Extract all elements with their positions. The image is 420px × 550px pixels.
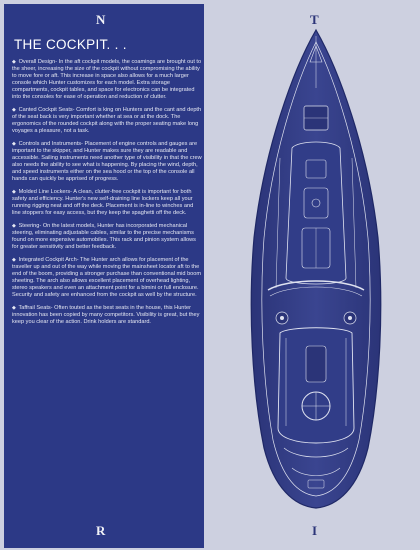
- text-panel: [4, 4, 204, 548]
- feature-paragraph: [12, 305, 203, 326]
- feature-heading: Steering-: [18, 223, 42, 230]
- diamond-bullet-icon: ◆: [12, 141, 16, 148]
- compass-letter-n: N: [96, 12, 106, 27]
- sailboat-deck-plan-illustration: [218, 28, 414, 518]
- compass-letter-i: I: [312, 523, 318, 538]
- cockpit-well: [278, 328, 354, 443]
- feature-paragraph: [12, 257, 203, 299]
- feature-heading: Taffrail Seats-: [18, 305, 53, 312]
- feature-paragraph: [12, 141, 203, 183]
- feature-heading: Molded Line Lockers-: [18, 189, 73, 196]
- feature-paragraph: [12, 223, 203, 251]
- feature-text: Placement of engine controls and gauges are important to the skipper, and Hunter makes sure they are readable and accessible. Sailing instruments need another type of visibility in that the crew also needs the ability to see what is happening. By placing the wind, depth, and speed instruments either on the sea hood or the top of the console all hands can quickly be apprised of progress.: [12, 141, 202, 183]
- feature-heading: Controls and Instruments-: [18, 141, 83, 148]
- diamond-bullet-icon: ◆: [12, 59, 16, 65]
- diamond-bullet-icon: ◆: [12, 223, 16, 230]
- compass-letter-r: R: [96, 523, 106, 538]
- feature-text: A clean, clutter-free cockpit is important for both safety and efficiency. Hunter's new self-draining line lockers keep all your running rigging neat and off the deck. Placement is in-line to winches and line stoppers for easy access, but they keep the spaghetti off the deck.: [12, 189, 194, 217]
- compass-letter-t: T: [310, 12, 319, 27]
- feature-text: Comfort is king on Hunters and the cant and depth of the seat back is very important whether at sea or at the dock. The ergonomics of the rounded cockpit along with the proper seating make long voyages a pleasure, not a task.: [12, 107, 202, 135]
- diamond-bullet-icon: ◆: [12, 189, 16, 196]
- feature-paragraph: [12, 107, 203, 135]
- feature-paragraph: [12, 59, 203, 101]
- port-winch-hub: [280, 316, 284, 320]
- diamond-bullet-icon: ◆: [12, 107, 16, 114]
- feature-heading: Overall Design-: [18, 59, 58, 65]
- feature-text: On the latest models, Hunter has incorporated mechanical steering, eliminating adjustable cables, similar to the precise mechanisms found on more expensive automobiles. This rack and pinion system allows for greater sensitivity and better feedback.: [12, 223, 196, 251]
- page-title: THE COCKPIT. . .: [14, 37, 127, 52]
- cockpit-console: [306, 346, 326, 382]
- feature-text: In the aft cockpit models, the coamings are brought out to the sheer, increasing the size of the cockpit without compromising the ability to move fore or aft. This increase in space also allows for a much larger console which Hunter customizes for each model. Extra storage compartments, cockpit tables, and space for electronics can be integrated into the consoles for ease of operation and reduction of clutter.: [12, 59, 202, 101]
- feature-text: The Hunter arch allows for placement of the traveller up and out of the way while moving the mainsheet locator aft to the end of the boom, providing a stronger purchase than conventional mid boom sheeting. The arch also allows excellent placement of overhead lighting, stereo speakers and even an attachment point for a bimini or full enclosure. Security and safety are enhanced from the cockpit as well by the structure.: [12, 257, 202, 299]
- feature-paragraph: [12, 189, 203, 217]
- cockpit-features-text: [12, 59, 203, 332]
- diamond-bullet-icon: ◆: [12, 305, 16, 312]
- feature-heading: Canted Cockpit Seats-: [18, 107, 75, 114]
- feature-heading: Integrated Cockpit Arch-: [18, 257, 79, 264]
- diamond-bullet-icon: ◆: [12, 257, 16, 264]
- starboard-winch-hub: [348, 316, 352, 320]
- feature-text: Often touted as the best seats in the house, this Hunter innovation has been copied by many competitors. Visibility is great, but they keep you clear of the action. Drink holders are standard.: [12, 305, 200, 326]
